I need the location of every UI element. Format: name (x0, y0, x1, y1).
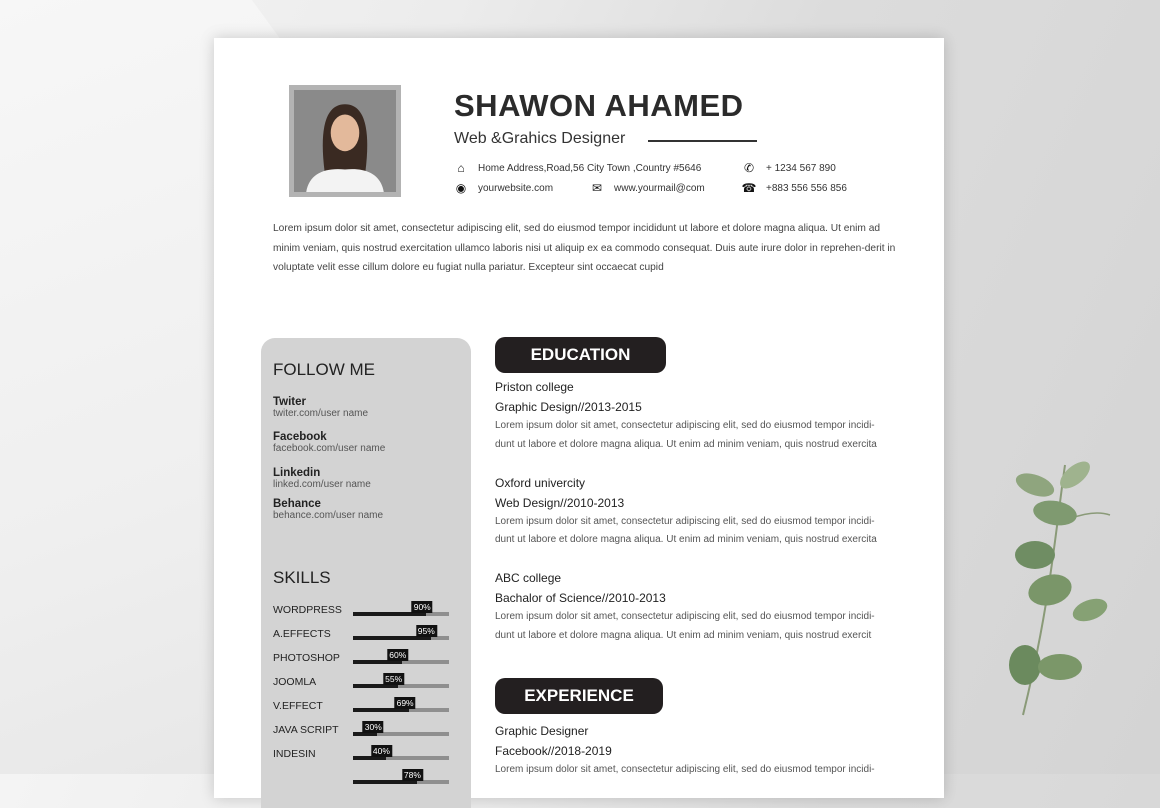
skill-row (273, 652, 453, 666)
skill-name: INDESIN (273, 748, 316, 760)
skill-bar (353, 602, 449, 616)
skill-bar (353, 746, 449, 760)
skill-row (273, 724, 453, 738)
profile-summary: Lorem ipsum dolor sit amet, consectetur adipiscing elit, sed do eiusmod tempor incididunt ut labore et dolore magna aliqua. Ut enim ad minim veniam, quis nostrud exercitation ullamco laboris nisi ut aliquip ex ea commodo consequat. Duis aute irure dolor in reprehen-derit in voluptate velit esse cillum dolore eu fugiat nulla pariatur. Excepteur sint occaecat cupid (273, 223, 896, 273)
phone-icon: ✆ (743, 161, 755, 175)
sidebar (261, 338, 471, 808)
degree: Graphic Design//2013-2015 (495, 400, 642, 414)
skill-percent: 30% (364, 722, 382, 732)
experience-entry: Graphic Designer Facebook//2018-2019 Lorem ipsum dolor sit amet, consectetur adipiscing elit, sed do eiusmod tempor incidi- (495, 724, 875, 775)
follow-behance: Behance behance.com/user name (273, 498, 384, 521)
contact-website: ◉ yourwebsite.com (455, 181, 554, 195)
skill-percent: 78% (403, 770, 421, 780)
skill-row (273, 628, 453, 642)
contact-email: ✉ www.yourmail@com (591, 181, 705, 195)
contact-address: ⌂ Home Address,Road,56 City Town ,Country #5646 (454, 161, 701, 175)
follow-linkedin: Linkedin linked.com/user name (273, 467, 371, 490)
contact-phone: ✆ + 1234 567 890 (743, 161, 836, 175)
skill-percent: 40% (372, 746, 390, 756)
skill-row (273, 676, 453, 690)
skill-name: PHOTOSHOP (273, 652, 340, 664)
follow-heading: FOLLOW ME (273, 360, 376, 379)
education-entry: Oxford univercity Web Design//2010-2013 Lorem ipsum dolor sit amet, consectetur adipiscing elit, sed do eiusmod tempor incidi- dunt ut labore et dolore magna aliqua. Ut enim ad minim veniam, quis nostrud exercita (495, 473, 900, 550)
mail-icon: ✉ (591, 181, 603, 195)
globe-icon: ◉ (455, 181, 467, 195)
profile-photo (289, 85, 401, 197)
degree: Bachalor of Science//2010-2013 (495, 591, 666, 605)
skill-bar (353, 650, 449, 664)
telephone-icon: ☎ (741, 181, 757, 195)
education-entry: ABC college Bachalor of Science//2010-2013 Lorem ipsum dolor sit amet, consectetur adipiscing elit, sed do eiusmod tempor incidi- dunt ut labore et dolore magna aliqua. Ut enim ad minim veniam, quis nostrud exercit (495, 568, 900, 645)
school: Oxford univercity (495, 475, 586, 490)
school: Priston college (495, 380, 574, 394)
skill-row (273, 748, 453, 762)
title-divider (648, 140, 757, 142)
experience-heading: EXPERIENCE (495, 678, 663, 714)
resume-page (214, 38, 944, 798)
skill-bar (353, 674, 449, 688)
skill-bar (353, 770, 449, 784)
school: ABC college (495, 571, 562, 585)
skill-percent: 60% (389, 650, 407, 660)
skill-percent: 95% (417, 626, 435, 636)
education-entry: Priston college Graphic Design//2013-2015 Lorem ipsum dolor sit amet, consectetur adipiscing elit, sed do eiusmod tempor incidi- dunt ut labore et dolore magna aliqua. Ut enim ad minim veniam, quis nostrud exercita (495, 377, 900, 454)
skill-name: V.EFFECT (273, 700, 323, 712)
skills-heading: SKILLS (273, 568, 331, 587)
skill-bar (353, 698, 449, 712)
degree: Web Design//2010-2013 (495, 495, 625, 510)
job-title: Web &Grahics Designer (454, 130, 626, 147)
skill-bar (353, 722, 449, 736)
skill-bar (353, 626, 449, 640)
skill-name: A.EFFECTS (273, 628, 331, 640)
skill-percent: 55% (385, 674, 403, 684)
skill-percent: 69% (396, 698, 414, 708)
skill-name: WORDPRESS (273, 604, 342, 616)
follow-facebook: Facebook facebook.com/user name (273, 431, 386, 454)
skill-percent: 90% (413, 602, 431, 612)
contact-telephone: ☎ +883 556 556 856 (741, 181, 847, 195)
skill-name: JAVA SCRIPT (273, 724, 339, 736)
candidate-name: SHAWON AHAMED (454, 88, 744, 123)
skill-row (273, 772, 453, 786)
skill-name: JOOMLA (273, 676, 317, 688)
skill-row (273, 700, 453, 714)
skill-row (273, 604, 453, 618)
education-heading: EDUCATION (495, 337, 666, 373)
follow-twitter: Twiter twiter.com/user name (273, 396, 369, 419)
home-icon: ⌂ (457, 161, 465, 175)
eucalyptus-plant (995, 455, 1125, 725)
